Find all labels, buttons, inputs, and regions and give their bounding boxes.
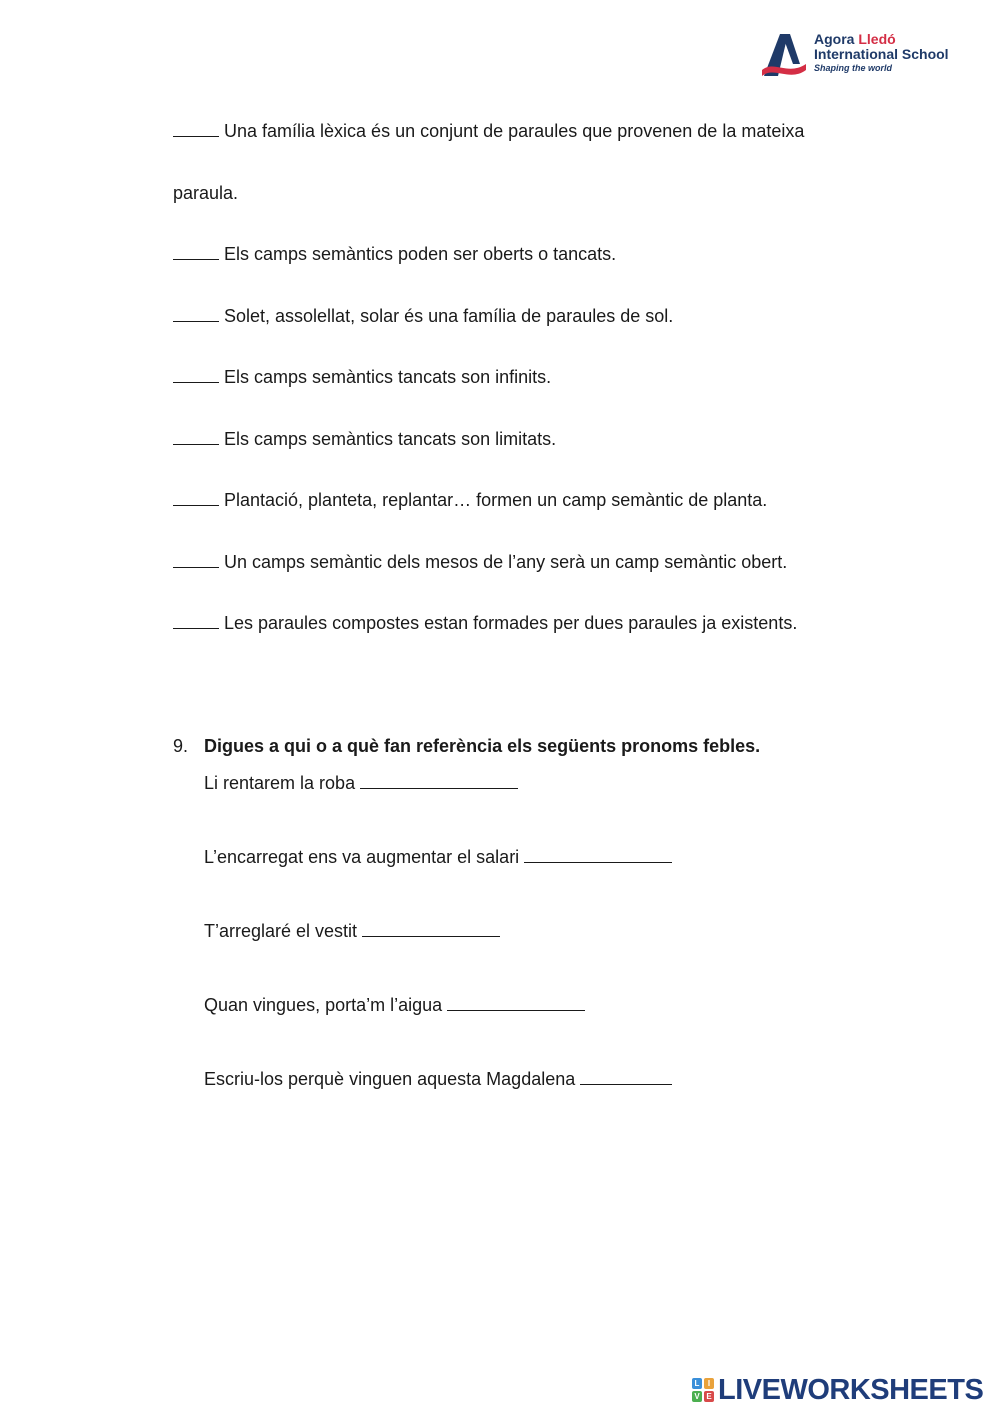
- answer-blank[interactable]: [524, 846, 672, 863]
- tf-statement-text: Plantació, planteta, replantar… formen un camp semàntic de planta.: [224, 490, 768, 510]
- tf-statement-text: Els camps semàntics poden ser oberts o tancats.: [224, 244, 617, 264]
- tile: V: [692, 1391, 702, 1402]
- answer-blank[interactable]: [173, 120, 219, 137]
- pronoun-sentence: T’arreglaré el vestit: [204, 921, 358, 941]
- pronoun-item: [204, 920, 500, 942]
- answer-blank[interactable]: [173, 489, 219, 506]
- logo-line2: International School: [814, 46, 949, 62]
- tf-statement: [173, 612, 797, 634]
- tf-statement-text: Una família lèxica és un conjunt de paraules que provenen de la mateixa: [224, 121, 805, 141]
- liveworksheets-brand: LIVEWORKSHEETS: [718, 1374, 984, 1406]
- school-logo: [760, 30, 960, 80]
- tf-statement-text: Les paraules compostes estan formades per dues paraules ja existents.: [224, 613, 798, 633]
- pronoun-sentence: Escriu-los perquè vinguen aquesta Magdalena: [204, 1069, 576, 1089]
- pronoun-sentence: L’encarregat ens va augmentar el salari: [204, 847, 520, 867]
- answer-blank[interactable]: [173, 366, 219, 383]
- answer-blank[interactable]: [173, 305, 219, 322]
- tf-statement-text: Un camps semàntic dels mesos de l’any serà un camp semàntic obert.: [224, 552, 788, 572]
- tf-statement: [173, 120, 804, 142]
- answer-blank[interactable]: [173, 612, 219, 629]
- pronoun-item: [204, 1068, 672, 1090]
- pronoun-item: [204, 846, 672, 868]
- logo-tagline: Shaping the world: [814, 63, 892, 73]
- liveworksheets-tiles-icon: [692, 1378, 714, 1402]
- pronoun-item: [204, 994, 585, 1016]
- answer-blank[interactable]: [173, 551, 219, 568]
- tf-statement-text: Els camps semàntics tancats son infinits.: [224, 367, 552, 387]
- tile: I: [704, 1378, 714, 1389]
- tf-statement: [173, 428, 556, 450]
- tf-statement: [173, 489, 767, 511]
- logo-name-part2: Lledó: [858, 31, 896, 47]
- answer-blank[interactable]: [173, 243, 219, 260]
- answer-blank[interactable]: [362, 920, 500, 937]
- answer-blank[interactable]: [360, 772, 518, 789]
- pronoun-sentence: Li rentarem la roba: [204, 773, 356, 793]
- tf-statement: [173, 366, 551, 388]
- answer-blank[interactable]: [173, 428, 219, 445]
- school-logo-icon: [760, 30, 810, 80]
- pronoun-sentence: Quan vingues, porta’m l’aigua: [204, 995, 443, 1015]
- pronoun-item: [204, 772, 518, 794]
- tf-statement: [173, 243, 616, 265]
- question-number: 9.: [173, 736, 189, 756]
- logo-name-part1: Agora: [814, 31, 855, 47]
- tile: L: [692, 1378, 702, 1389]
- tf-statement: [173, 305, 673, 327]
- answer-blank[interactable]: [447, 994, 585, 1011]
- tf-statement-continuation: paraula.: [173, 183, 239, 203]
- answer-blank[interactable]: [580, 1068, 672, 1085]
- tf-statement: [173, 551, 787, 573]
- tf-statement-text: Els camps semàntics tancats son limitats.: [224, 429, 557, 449]
- liveworksheets-logo: [692, 1374, 992, 1406]
- tile: E: [704, 1391, 714, 1402]
- question-title: Digues a qui o a què fan referència els següents pronoms febles.: [204, 736, 761, 756]
- tf-statement-text: Solet, assolellat, solar és una família de paraules de sol.: [224, 306, 674, 326]
